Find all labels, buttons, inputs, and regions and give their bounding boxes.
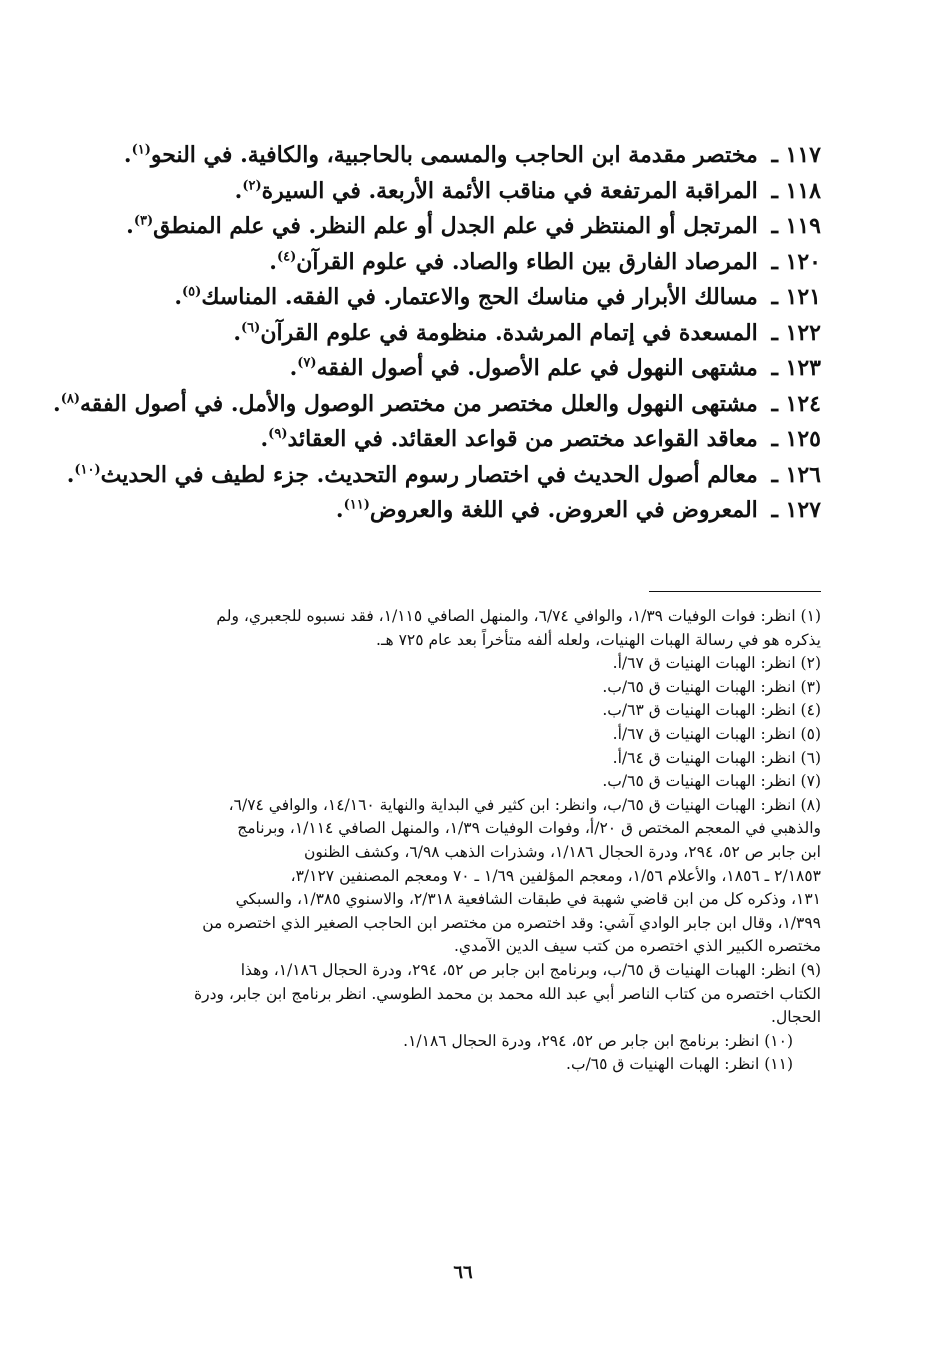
entry-number: ١١٧ ـ (771, 142, 821, 168)
footnote (101, 747, 821, 771)
footnote-line: (٩) انظر: الهبات الهنيات ق ٦٥/ب، وبرنامج ابن جابر ص ٥٢، ٢٩٤، ودرة الحجال ١/١٨٦، وهذا (240, 960, 821, 979)
book-entry (66, 458, 821, 494)
footnote-line: (٨) انظر: الهبات الهنيات ق ٦٥/ب، وانظر: ابن كثير في البداية والنهاية ١٤/١٦٠، والوافي ٦/٧٤، (228, 795, 821, 814)
entry-number: ١٢٣ ـ (771, 355, 821, 381)
entry-number: ١٢٧ ـ (771, 497, 821, 523)
footnote (101, 699, 821, 723)
footnote-divider (649, 591, 821, 592)
entry-end-mark: . (174, 284, 183, 310)
entry-title: المراقبة المرتفعة في مناقب الأئمة الأربعة. في السيرة (261, 177, 758, 204)
entry-title: المرصاد الفارق بين الطاء والصاد. في علوم القرآن (296, 248, 758, 275)
footnote-line: (٧) انظر: الهبات الهنيات ق ٦٥/ب. (602, 772, 821, 791)
footnote-line: يذكره هو في رسالة الهبات الهنيات، ولعله ألفه متأخراً بعد عام ٧٢٥ هـ. (376, 630, 821, 649)
entry-title: مختصر مقدمة ابن الحاجب والمسمى بالحاجبية، والكافية. في النحو (150, 142, 758, 168)
footnote-line: الحجال. (771, 1008, 821, 1027)
footnote-line: والذهبي في المعجم المختص ق ٢٠/أ، وفوات الوفيات ١/٣٩، والمنهل الصافي ١/١١٤، وبرنامج (237, 819, 821, 838)
book-entries-list (53, 138, 821, 529)
entry-title: مسالك الأبرار في مناسك الحج والاعتمار. في الفقه. المناسك (201, 284, 758, 310)
entry-end-mark: . (66, 461, 75, 488)
entry-end-mark: . (260, 426, 269, 452)
footnote-ref: (١٠) (74, 462, 101, 478)
footnote-ref: (١١) (343, 497, 370, 513)
footnote-ref: (٧) (297, 355, 317, 371)
footnote-line: ١/٣٩٩، وقال ابن جابر الوادي آشي: وقد اختصره من مختصر ابن الحاجب الصغير الذي اختصره من (202, 913, 821, 932)
entry-end-mark: . (289, 355, 298, 381)
entry-title: المرتجل أو المنتظر في علم الجدل أو علم النظر. في علم المنطق (153, 213, 758, 239)
entry-end-mark: . (234, 177, 243, 204)
footnote-line: (٤) انظر: الهبات الهنيات ق ٦٣/ب. (602, 701, 821, 720)
entry-number: ١٢٤ ـ (771, 390, 821, 417)
footnote-line: (٥) انظر: الهبات الهنيات ق ٦٧/أ. (612, 724, 821, 743)
entry-number: ١١٨ ـ (771, 177, 821, 204)
footnote-line: مختصره الكبير الذي اختصره من كتب سيف الدين الآمدي. (454, 937, 821, 956)
entry-end-mark: . (233, 319, 242, 346)
entry-end-mark: . (123, 142, 132, 168)
footnote (101, 605, 821, 652)
book-entry (101, 138, 821, 174)
footnote (101, 770, 821, 794)
footnote-line: (٣) انظر: الهبات الهنيات ق ٦٥/ب. (602, 677, 821, 696)
book-entry (101, 351, 821, 387)
entry-end-mark: . (126, 213, 134, 239)
book-entry (101, 422, 821, 458)
book-entry (101, 493, 821, 529)
entry-end-mark: . (335, 497, 344, 523)
entry-number: ١٢٢ ـ (771, 319, 821, 346)
entry-number: ١١٩ ـ (771, 213, 821, 239)
entry-number: ١٢٠ ـ (771, 248, 821, 275)
entry-number: ١٢١ ـ (771, 284, 821, 310)
footnote (101, 794, 821, 959)
footnote-line: ٢/١٨٥٣ ـ ١٨٥٦، والأعلام ١/٥٦، ومعجم المؤلفين ١/٦٩ ـ ٧٠ ومعجم المصنفين ٣/١٢٧، (290, 866, 821, 885)
book-entry (101, 280, 821, 316)
footnote-line: ابن جابر ص ٥٢، ٢٩٤، ودرة الحجال ١/١٨٦، وشذرات الذهب ٦/٩٨، وكشف الظنون (304, 842, 821, 861)
footnotes-list (101, 605, 821, 1077)
footnote-line: ١٣١، وذكره كل من ابن قاضي شهبة في طبقات الشافعية ٢/٣١٨، والاسنوي ١/٣٨٥، والسبكي (235, 890, 821, 909)
footnote-ref: (٨) (60, 391, 81, 407)
book-entry (101, 245, 821, 281)
entry-title: المعروض في العروض. في اللغة والعروض (369, 497, 758, 523)
footnote (101, 1030, 821, 1054)
footnote-ref: (٦) (241, 320, 261, 336)
footnote-ref: (٩) (268, 426, 288, 442)
footnote-line: (١٠) انظر: برنامج ابن جابر ص ٥٢، ٢٩٤، ودرة الحجال ١/١٨٦. (403, 1031, 793, 1050)
book-entry (101, 316, 821, 352)
footnote-line: (١١) انظر: الهبات الهنيات ق ٦٥/ب. (566, 1055, 793, 1074)
footnote (101, 723, 821, 747)
book-entry (101, 209, 821, 245)
book-entry (53, 387, 821, 423)
book-entry (101, 174, 821, 210)
footnote-ref: (٤) (276, 249, 297, 265)
entry-title: مشتهى النهول في علم الأصول. في أصول الفقه (316, 355, 758, 381)
footnote (101, 652, 821, 676)
entry-title: مشتهى النهول والعلل مختصر من مختصر الوصول والأمل. في أصول الفقه (80, 390, 758, 417)
entry-number: ١٢٦ ـ (771, 461, 821, 488)
footnote (101, 676, 821, 700)
entry-title: معاقد القواعد مختصر من قواعد العقائد. في العقائد (287, 426, 758, 452)
footnote-ref: (٥) (182, 284, 202, 300)
footnote-line: (٦) انظر: الهبات الهنيات ق ٦٤/أ. (612, 748, 821, 767)
footnote-ref: (٣) (133, 213, 154, 229)
footnote-line: (١) انظر: فوات الوفيات ١/٣٩، والوافي ٦/٧٤، والمنهل الصافي ١/١١٥، فقد نسبوه للجعبري، ولم (216, 607, 821, 625)
footnote (101, 959, 821, 1030)
page-number: ٦٦ (453, 1262, 473, 1283)
entry-number: ١٢٥ ـ (771, 426, 821, 452)
entry-end-mark: . (53, 390, 61, 417)
footnote (101, 1053, 821, 1077)
footnote-ref: (٢) (242, 178, 262, 194)
entry-end-mark: . (269, 248, 277, 275)
footnote-line: (٢) انظر: الهبات الهنيات ق ٦٧/أ. (612, 654, 821, 673)
footnote-ref: (١) (131, 142, 151, 158)
footnote-line: الكتاب اختصره من كتاب الناصر أبي عبد الله محمد بن محمد الطوسي. انظر برنامج ابن جابر، ودرة (194, 984, 821, 1003)
entry-title: معالم أصول الحديث في اختصار رسوم التحديث. جزء لطيف في الحديث (100, 461, 758, 488)
entry-title: المسعدة في إتمام المرشدة. منظومة في علوم القرآن (260, 319, 758, 346)
